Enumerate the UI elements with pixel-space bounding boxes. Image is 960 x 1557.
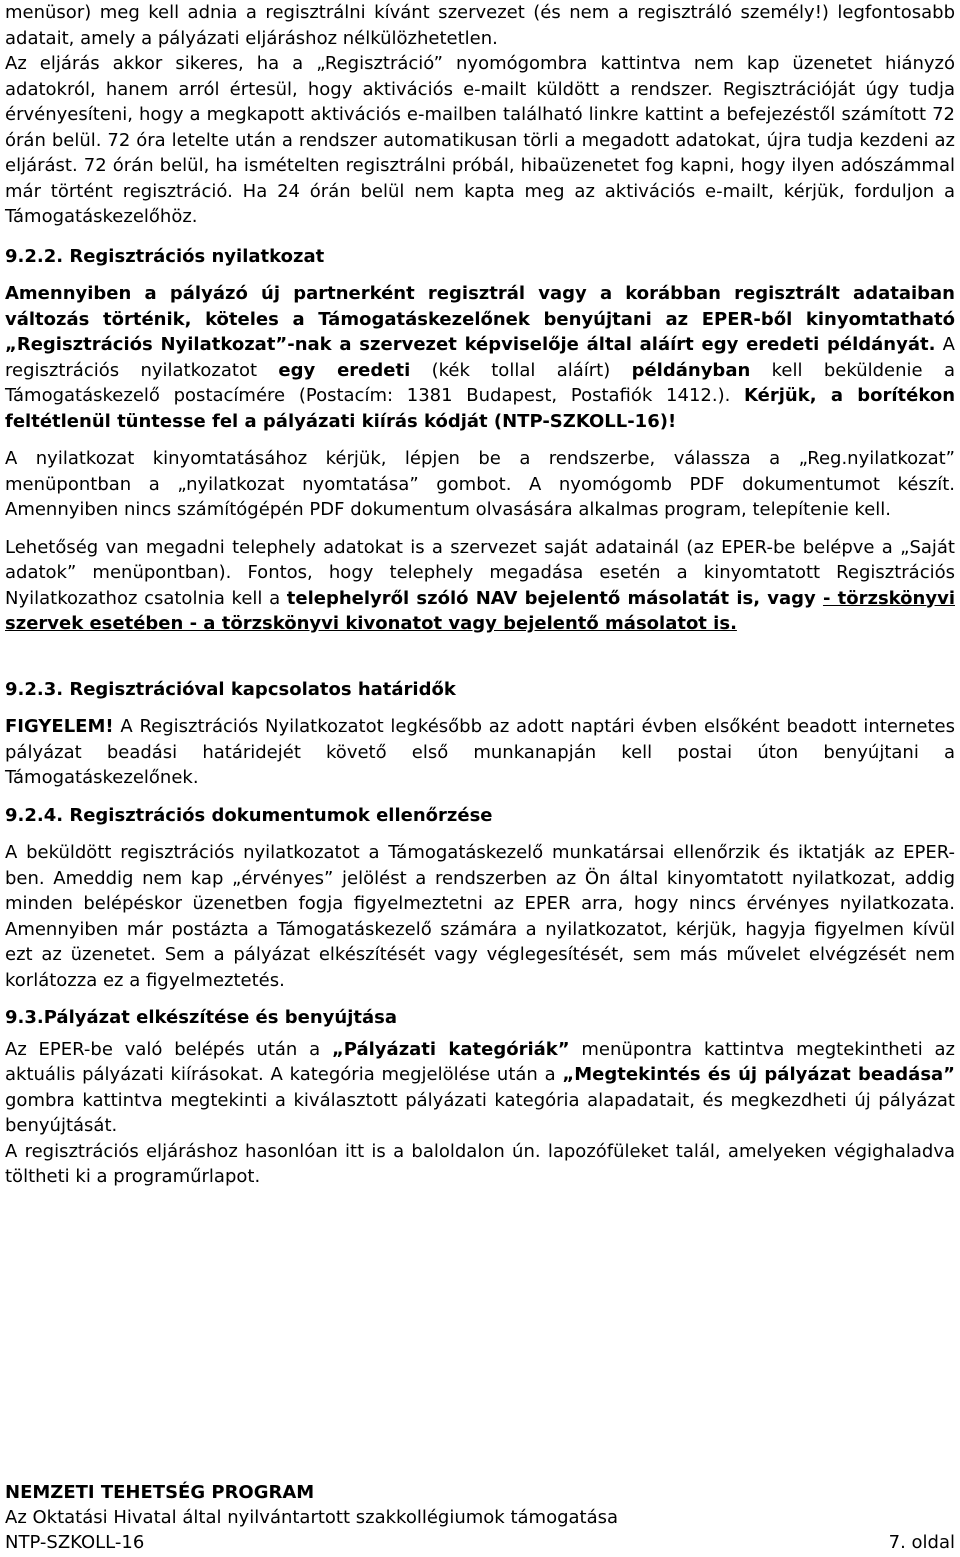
document-body bbox=[5, 0, 955, 1190]
section-9-3-heading: 9.3.Pályázat elkészítése és benyújtása bbox=[5, 1007, 397, 1028]
section-9-3-paragraph-1: Az EPER-be való belépés után a „Pályázati kategóriák” menüpontra kattintva megtekintheti az aktuális pályázati kiírásokat. A kategória megjelölése után a „Megtekintés és új pályázat beadása” gombra kattintva megtekinti a kiválasztott pályázati kategória alapadatait, és megkezdheti új pályázat benyújtását. bbox=[5, 1038, 956, 1136]
section-9-2-2-paragraph-3: Lehetőség van megadni telephely adatokat is a szervezet saját adatainál (az EPER-be belépve a „Saját adatok” menüpontban). Fontos, hogy telephely megadása esetén a kinyomtatott Regisztrációs Nyilatkozathoz csatolnia kell a telephelyről szóló NAV bejelentő másolatát is, vagy - törzskönyvi szervek esetében - a törzskönyvi kivonatot vagy bejelentő másolatot is. bbox=[5, 536, 955, 634]
section-9-2-3-heading: 9.2.3. Regisztrációval kapcsolatos határidők bbox=[5, 678, 456, 700]
section-9-2-2-paragraph-1: Amennyiben a pályázó új partnerként regisztrál vagy a korábban regisztrált adataiban változás történik, köteles a Támogatáskezelőnek benyújtani az EPER-ből kinyomtatható „Regisztrációs Nyilatkozat”-nak a szervezet képviselője által aláírt egy eredeti példányát. A regisztrációs nyilatkozatot egy eredeti (kék tollal aláírt) példányban kell beküldenie a Támogatáskezelő postacímére (Postacím: 1381 Budapest, Postafiók 1412.). Kérjük, a borítékon feltétlenül tüntesse fel a pályázati kiírás kódját (NTP-SZKOLL-16)! bbox=[5, 283, 956, 432]
section-9-2-4-paragraph: A beküldött regisztrációs nyilatkozatot a Támogatáskezelő munkatársai ellenőrzik és iktatják az EPER-ben. Ameddig nem kap „érvényes” jelölést a rendszerben az Ön által kinyomtatott nyilatkozat, addig minden belépéskor üzenetben fogja figyelmeztetni az EPER arra, hogy nincs érvényes nyilatkozata. Amennyiben már postázta a Támogatáskezelő számára a nyilatkozatot, kérjük, hagyja figyelmen kívül ezt az üzenetet. Sem a pályázat elkészítését vagy véglegesítését, sem más művelet elvégzését nem korlátozza ez a figyelmeztetés. bbox=[5, 842, 955, 991]
intro-paragraph-1: menüsor) meg kell adnia a regisztrálni kívánt szervezet (és nem a regisztráló személy!) legfontosabb adatait, amely a pályázati eljáráshoz nélkülözhetetlen. bbox=[5, 2, 955, 49]
footer-page-number: 7. oldal bbox=[888, 1532, 955, 1553]
section-9-2-2-heading: 9.2.2. Regisztrációs nyilatkozat bbox=[5, 245, 325, 267]
section-9-3-paragraph-2: A regisztrációs eljáráshoz hasonlóan itt is a baloldalon ún. lapozófüleket talál, amelyeken végighaladva töltheti ki a programűrlapot. bbox=[5, 1140, 955, 1187]
intro-paragraph-2: Az eljárás akkor sikeres, ha a „Regisztráció” nyomógombra kattintva nem kap üzenetet hiányzó adatokról, hanem arról értesül, hogy aktivációs e-mailt küldött a rendszer. Regisztrációját úgy tudja érvényesíteni, hogy a megkapott aktivációs e-mailben található linkre kattint a befejezéstől számított 72 órán belül. 72 óra letelte után a rendszer automatikusan törli a megadott adatokat, újra tudja kezdeni az eljárást. 72 órán belül, ha ismételten regisztrálni próbál, hibaüzenetet fog kapni, hogy ilyen adószámmal már történt regisztráció. Ha 24 órán belül nem kapta meg az aktivációs e-mailt, kérjük, forduljon a Támogatáskezelőhöz. bbox=[5, 53, 955, 227]
footer-code: NTP-SZKOLL-16 bbox=[5, 1532, 145, 1553]
page-footer bbox=[5, 1481, 955, 1555]
section-9-2-4-heading: 9.2.4. Regisztrációs dokumentumok ellenőrzése bbox=[5, 804, 493, 826]
bold-text: Amennyiben a pályázó új partnerként regisztrál vagy a korábban regisztrált adataiban változás történik, köteles a Támogatáskezelőnek benyújtani az EPER-ből kinyomtatható „Regisztrációs Nyilatkozat”-nak a szervezet képviselője által aláírt egy eredeti példányát. bbox=[5, 283, 955, 355]
section-9-2-2-paragraph-2: A nyilatkozat kinyomtatásához kérjük, lépjen be a rendszerbe, válassza a „Reg.nyilatkozat” menüpontban a „nyilatkozat nyomtatása” gombot. A nyomógomb PDF dokumentumot készít. Amennyiben nincs számítógépén PDF dokumentum olvasására alkalmas program, telepítenie kell. bbox=[5, 448, 955, 520]
footer-subtitle: Az Oktatási Hivatal által nyilvántartott szakkollégiumok támogatása bbox=[5, 1507, 619, 1528]
footer-program-title: NEMZETI TEHETSÉG PROGRAM bbox=[5, 1482, 315, 1503]
section-9-2-3-paragraph: FIGYELEM! A Regisztrációs Nyilatkozatot legkésőbb az adott naptári évben elsőként beadott internetes pályázat beadási határidejét követő első munkanapján kell postai úton benyújtani a Támogatáskezelőnek. bbox=[5, 716, 955, 788]
